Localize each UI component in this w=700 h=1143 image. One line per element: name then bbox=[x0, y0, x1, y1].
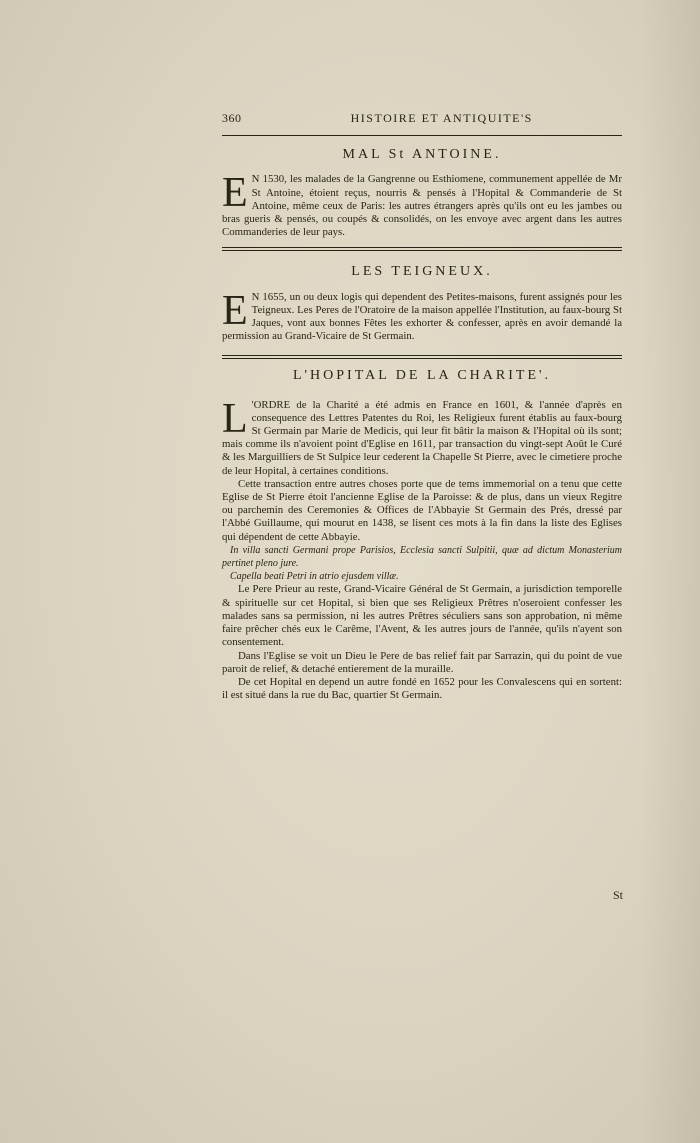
drop-cap: E bbox=[222, 170, 248, 217]
text-block bbox=[222, 112, 622, 702]
paragraph: De cet Hopital en depend un autre fondé en 1652 pour les Convalescens qui en sortent: il est situé dans la rue du Bac, quartier St Germain. bbox=[222, 675, 622, 702]
page-header bbox=[222, 112, 622, 125]
paragraph bbox=[222, 287, 622, 344]
paragraph-text: N 1655, un ou deux logis qui dependent des Petites-maisons, furent assignés pour les Teigneux. Les Peres de l'Oratoire de la maison appellée l'Institution, au faux-bourg St Jaques, vont aux bonnes Fêtes les exhorter & confesser, après en avoir demandé la permission au Grand-Vicaire de St Germain. bbox=[222, 290, 622, 343]
page-number: 360 bbox=[222, 111, 242, 125]
section-title: L'HOPITAL DE LA CHARITE'. bbox=[292, 368, 552, 384]
section-les-teigneux bbox=[222, 265, 622, 343]
paragraph bbox=[222, 170, 622, 239]
paragraph: Le Pere Prieur au reste, Grand-Vicaire Général de St Germain, a jurisdiction temporelle & spirituelle sur cet Hopital, si bien que ses Religieux Prêtres n'oseroient confesser les malades sans sa permission, ni les autres Prêtres séculiers sans son approbation, ni même faire prêcher chés eux le Carême, l'Avent, & les autres jours de l'année, qu'ils n'ayent son consentement. bbox=[222, 583, 622, 649]
drop-cap: L bbox=[222, 395, 248, 442]
section-rule-thin bbox=[222, 358, 622, 359]
catchword: St bbox=[613, 888, 624, 902]
drop-cap: E bbox=[222, 287, 248, 334]
page-gutter-shadow bbox=[640, 0, 700, 1143]
section-hopital-de-la-charite bbox=[222, 369, 622, 702]
section-mal-st-antoine bbox=[222, 148, 622, 239]
section-rule bbox=[222, 355, 622, 356]
paragraph bbox=[222, 395, 622, 478]
section-rule bbox=[222, 247, 622, 248]
paragraph-text: N 1530, les malades de la Gangrenne ou Esthiomene, communement appellée de Mr St Antoine, étoient reçus, nourris & pensés à l'Hopital & Commanderie de St Antoine, même ceux de Paris: les autres étrangers après qu'ils ont eu les jambes ou bras gueris & pensés, ou coupés & consolidés, on les envoye avec argent dans les autres Commanderies de leur pays. bbox=[222, 173, 622, 239]
paragraph: Dans l'Eglise se voit un Dieu le Pere de bas relief fait par Sarrazin, qui du point de vue paroit de relief, & detaché entierement de la muraille. bbox=[222, 649, 622, 675]
latin-quote: In villa sancti Germani prope Parisios, Ecclesia sancti Sulpitii, quæ ad dictum Monasterium pertinet pleno jure. bbox=[222, 544, 622, 570]
running-head: HISTOIRE ET ANTIQUITE'S bbox=[350, 111, 533, 125]
section-rule-thin bbox=[222, 250, 622, 251]
paragraph: Cette transaction entre autres choses porte que de tems immemorial on a tenu que cette Eglise de St Pierre étoit l'ancienne Eglise de la Paroisse: & de plus, dans un vieux Regitre ou parchemin des Ceremonies & Offices de l'Abbayie St Germain des Prés, dressé par l'Abbé Guillaume, qui mourut en 1438, se lisent ces mots à la fin dans la liste des Eglises qui dépendent de cette Abbayie. bbox=[222, 477, 622, 543]
paragraph-text: 'ORDRE de la Charité a été admis en France en 1601, & l'année d'après en consequence des Lettres Patentes du Roi, les Religieux furent établis au faux-bourg St Germain par Marie de Medicis, qui leur fit bâtir la maison & l'Hopital où ils sont; mais comme ils n'avoient point d'Eglise en 1611, par transaction du vingt-sept Août le Curé & les Marguilliers de St Sulpice leur cederent la Chapelle St Pierre, avec le cimetiere proche de leur Hopital, à certaines conditions. bbox=[222, 398, 622, 477]
latin-quote: Capella beati Petri in atrio ejusdem villæ. bbox=[230, 571, 399, 583]
header-rule bbox=[222, 135, 622, 136]
section-title: MAL St ANTOINE. bbox=[342, 147, 502, 163]
section-title: LES TEIGNEUX. bbox=[351, 264, 493, 280]
